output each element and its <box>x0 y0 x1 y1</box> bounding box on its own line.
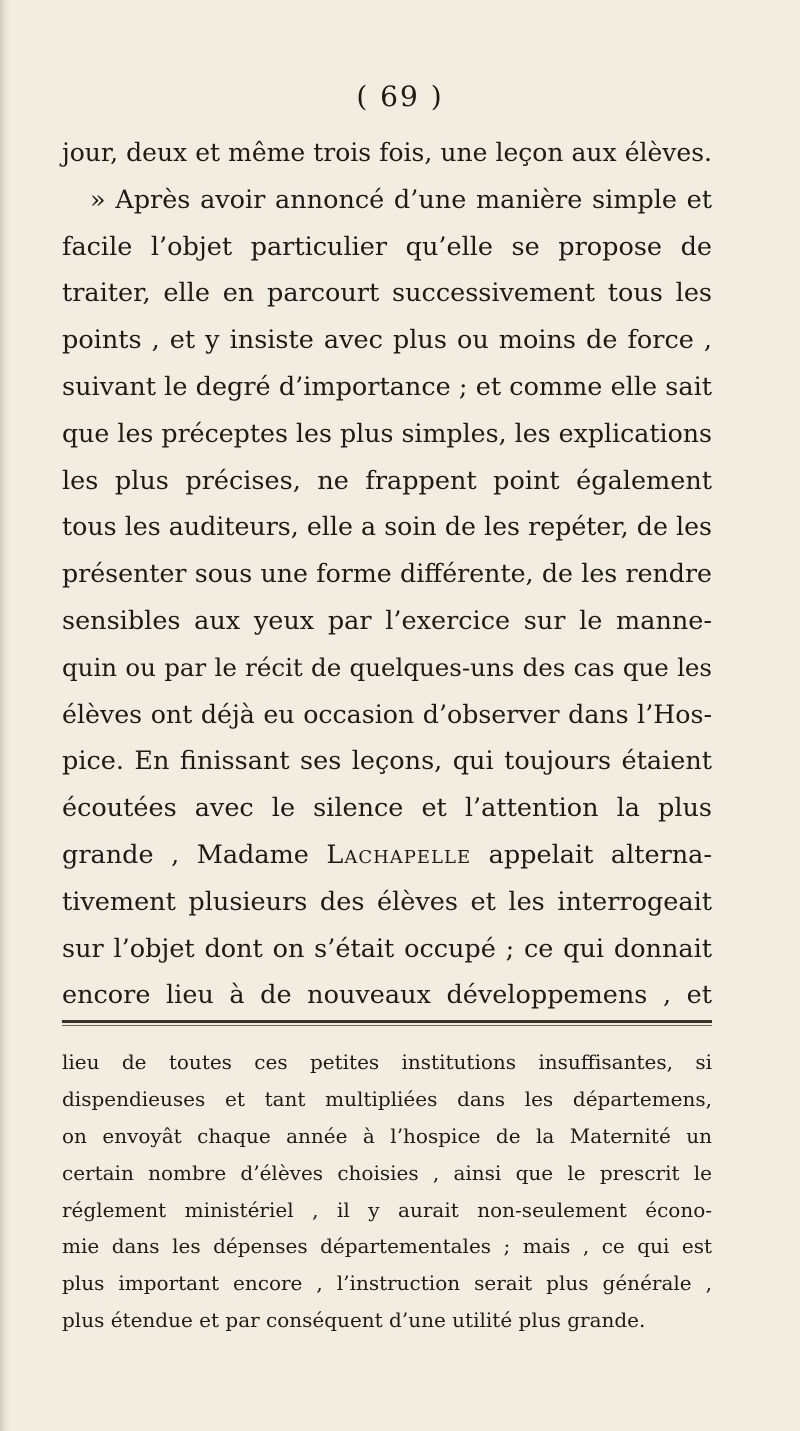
text-line: pice. En finissant ses leçons, qui toujours étaient <box>62 746 712 777</box>
text-line: quin ou par le récit de quelques-uns des cas que les <box>62 652 712 682</box>
text-line: que les préceptes les plus simples, les explications <box>62 418 712 448</box>
footnote-separator-rule <box>62 1020 712 1023</box>
text-line: présenter sous une forme différente, de les rendre <box>62 559 712 589</box>
footnote-line: dispendieuses et tant multipliées dans les départemens, <box>62 1086 712 1111</box>
text-line-with-name <box>62 832 712 879</box>
main-text-block <box>62 130 712 1019</box>
text-line: écoutées avec le silence et l’attention la plus <box>62 793 712 824</box>
footnote-line: on envoyât chaque année à l’hospice de la Maternité un <box>62 1123 712 1148</box>
text-line: élèves ont déjà eu occasion d’observer dans l’Hos- <box>62 699 712 729</box>
text-line: les plus précises, ne frappent point également <box>62 465 712 496</box>
text-line: suivant le degré d’importance ; et comme elle sait <box>62 371 712 402</box>
text-line: » Après avoir annoncé d’une manière simple et <box>90 184 712 215</box>
text-line: encore lieu à de nouveaux développemens , et <box>62 980 712 1011</box>
footnote-line: réglement ministériel , il y aurait non-seulement écono- <box>62 1197 712 1222</box>
text-segment: appelait alterna- <box>471 839 712 870</box>
page-number: ( 69 ) <box>356 80 444 113</box>
footnote-line: plus étendue et par conséquent d’une utilité plus grande. <box>62 1308 646 1333</box>
text-line: traiter, elle en parcourt successivement tous les <box>62 278 712 309</box>
page-binding-edge <box>0 0 10 1431</box>
text-line: sur l’objet dont on s’était occupé ; ce qui donnait <box>62 933 712 964</box>
footnote-line: certain nombre d’élèves choisies , ainsi que le prescrit le <box>62 1160 712 1185</box>
text-line: tous les auditeurs, elle a soin de les repéter, de les <box>62 512 712 542</box>
person-name-lachapelle: Lachapelle <box>326 839 472 870</box>
text-segment: grande , Madame <box>62 839 327 870</box>
footnote-block <box>62 1044 712 1339</box>
footnote-line: plus important encore , l’instruction serait plus générale , <box>62 1271 712 1296</box>
footnote-line: mie dans les dépenses départementales ; mais , ce qui est <box>62 1234 712 1259</box>
footnote-line: lieu de toutes ces petites institutions insuffisantes, si <box>62 1050 712 1074</box>
text-line: points , et y insiste avec plus ou moins de force , <box>62 325 712 356</box>
text-line: sensibles aux yeux par l’exercice sur le manne- <box>62 605 712 636</box>
text-line: facile l’objet particulier qu’elle se propose de <box>62 231 712 262</box>
text-line: tivement plusieurs des élèves et les interrogeait <box>62 886 712 917</box>
text-line: jour, deux et même trois fois, une leçon aux élèves. <box>62 138 712 167</box>
